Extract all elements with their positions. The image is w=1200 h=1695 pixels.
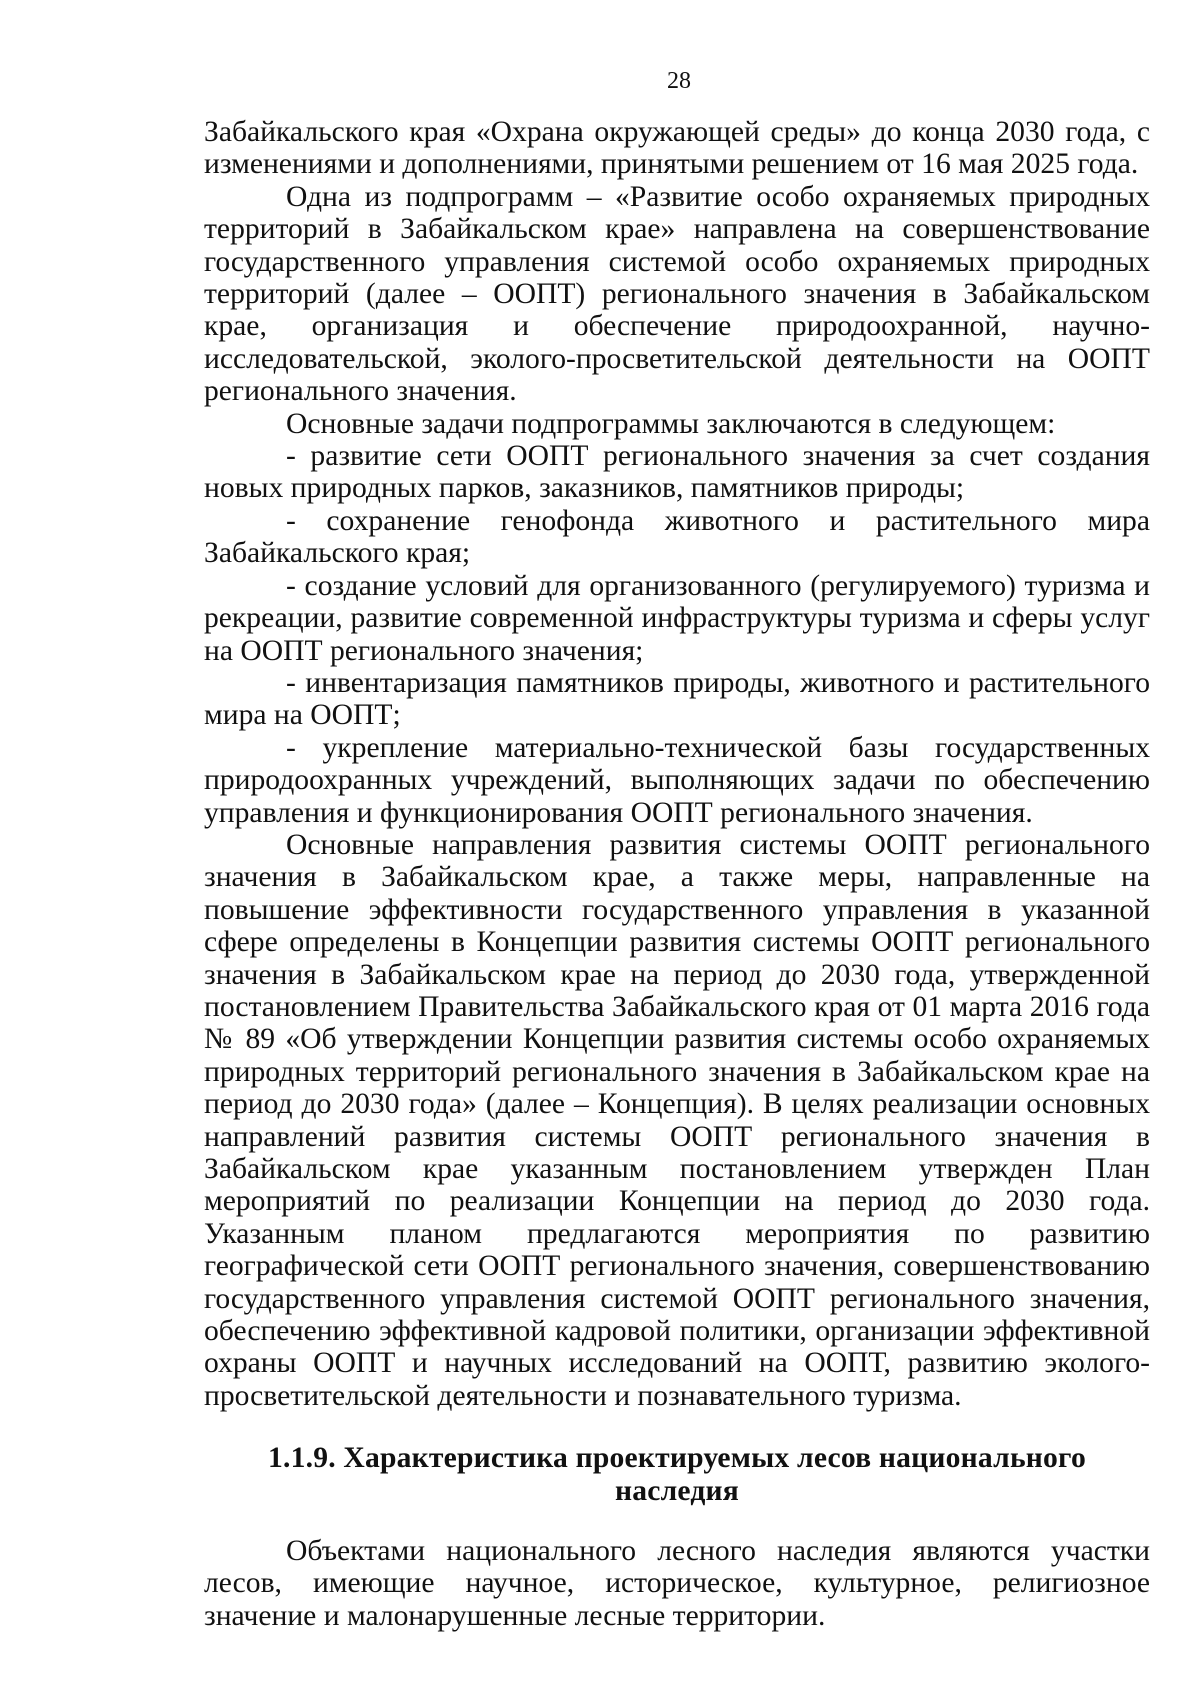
page-number: 28 <box>667 68 691 94</box>
list-item-tourism: - создание условий для организованного (регулируемого) туризма и рекреации, развитие современной инфраструктуры туризма и сферы услуг на ООПТ регионального значения; <box>204 569 1150 667</box>
paragraph-forest-heritage: Объектами национального лесного наследия являются участки лесов, имеющие научное, историческое, культурное, религиозное значение и малонарушенные лесные территории. <box>204 1535 1150 1632</box>
list-item-genepool: - сохранение генофонда животного и растительного мира Забайкальского края; <box>204 504 1150 570</box>
list-item-inventory: - инвентаризация памятников природы, животного и растительного мира на ООПТ; <box>204 666 1150 732</box>
paragraph-continuation: Забайкальского края «Охрана окружающей среды» до конца 2030 года, с изменениями и дополнениями, принятыми решением от 16 мая 2025 года. <box>204 116 1150 181</box>
document-body <box>204 116 1150 1632</box>
list-item-infrastructure: - укрепление материально-технической базы государственных природоохранных учреждений, выполняющих задачи по обеспечению управления и функционирования ООПТ регионального значения. <box>204 731 1150 829</box>
paragraph-tasks-intro: Основные задачи подпрограммы заключаются в следующем: <box>286 407 1056 440</box>
list-item-network: - развитие сети ООПТ регионального значения за счет создания новых природных парков, заказников, памятников природы; <box>204 440 1150 505</box>
paragraph-subprogram: Одна из подпрограмм – «Развитие особо охраняемых природных территорий в Забайкальском крае» направлена на совершенствование государственного управления системой особо охраняемых природных территорий (далее – ООПТ) регионального значения в Забайкальском крае, организация и обеспечение природоохранной, научно-исследовательской, эколого-просветительской деятельности на ООПТ регионального значения. <box>204 180 1150 408</box>
paragraph-concept: Основные направления развития системы ООПТ регионального значения в Забайкальском крае, а также меры, направленные на повышение эффективности государственного управления в указанной сфере определены в Концепции развития системы ООПТ регионального значения в Забайкальском крае на период до 2030 года, утвержденной постановлением Правительства Забайкальского края от 01 марта 2016 года № 89 «Об утверждении Концепции развития системы особо охраняемых природных территорий регионального значения в Забайкальском крае на период до 2030 года» (далее – Концепция). В целях реализации основных направлений развития системы ООПТ регионального значения в Забайкальском крае указанным постановлением утвержден План мероприятий по реализации Концепции на период до 2030 года. Указанным планом предлагаются мероприятия по развитию географической сети ООПТ регионального значения, совершенствованию государственного управления системой ООПТ регионального значения, обеспечению эффективной кадровой политики, организации эффективной охраны ООПТ и научных исследований на ООПТ, развитию эколого-просветительской деятельности и познавательного туризма. <box>204 828 1150 1412</box>
section-heading: 1.1.9. Характеристика проектируемых лесов национального наследия <box>268 1442 1086 1507</box>
